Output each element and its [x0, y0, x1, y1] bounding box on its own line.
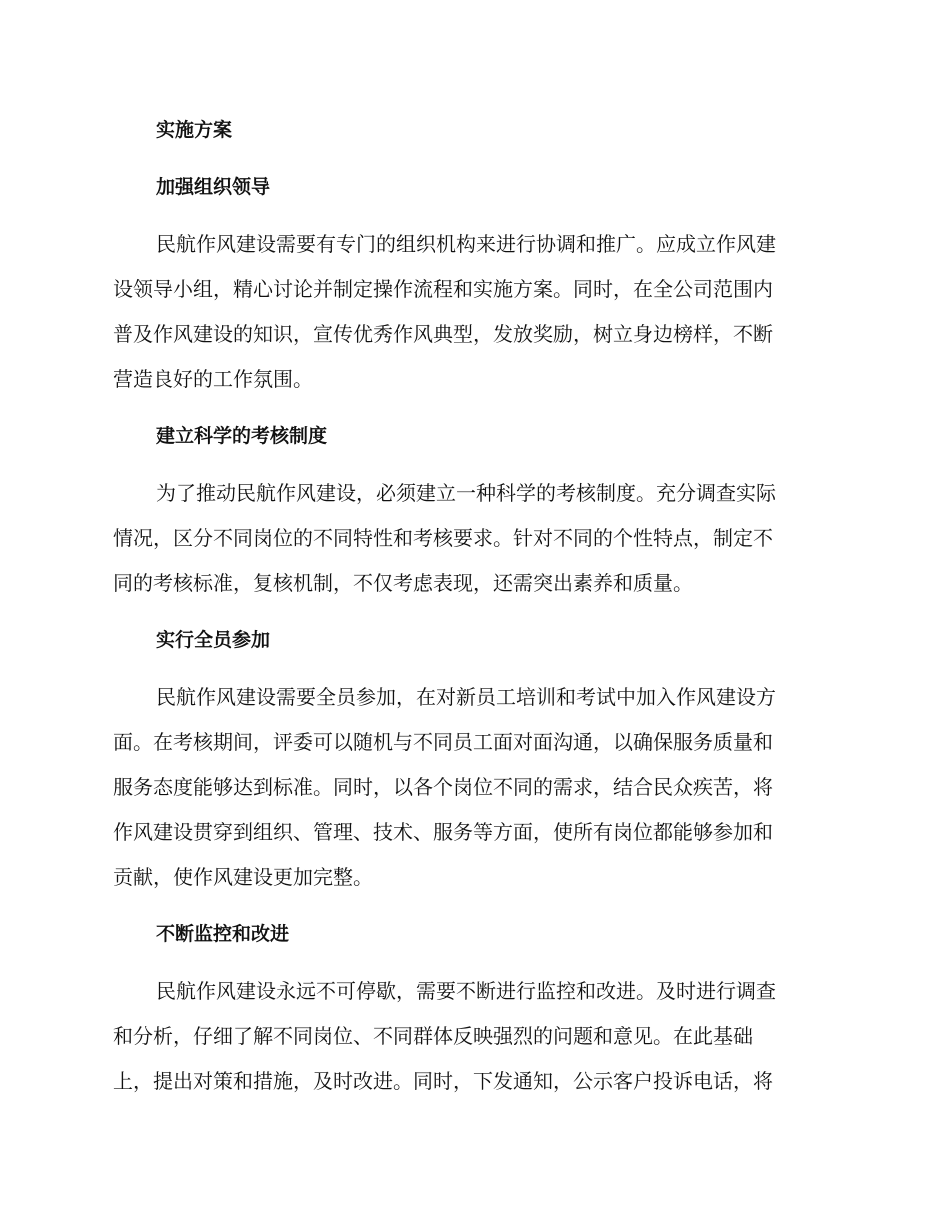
- paragraph-line: 为了推动民航作风建设，必须建立一种科学的考核制度。充分调查实际: [156, 481, 776, 505]
- paragraph-line: 民航作风建设永远不可停歇，需要不断进行监控和改进。及时进行调查: [156, 979, 776, 1003]
- paragraph-line: 面。在考核期间，评委可以随机与不同员工面对面沟通，以确保服务质量和: [113, 730, 773, 754]
- section-heading-assessment-system: 建立科学的考核制度: [156, 425, 328, 447]
- paragraph-line: 普及作风建设的知识，宣传优秀作风典型，发放奖励，树立身边榜样，不断: [113, 322, 773, 346]
- paragraph-line: 服务态度能够达到标准。同时，以各个岗位不同的需求，结合民众疾苦，将: [113, 775, 773, 799]
- paragraph-line: 贡献，使作风建设更加完整。: [113, 865, 373, 889]
- paragraph-line: 设领导小组，精心讨论并制定操作流程和实施方案。同时，在全公司范围内: [113, 277, 773, 301]
- paragraph-assessment-system: [113, 471, 831, 606]
- paragraph-organization-leadership: [113, 222, 831, 402]
- paragraph-line: 上，提出对策和措施，及时改进。同时，下发通知，公示客户投诉电话，将: [113, 1069, 773, 1093]
- paragraph-monitoring-improvement: [113, 969, 831, 1104]
- paragraph-line: 民航作风建设需要有专门的组织机构来进行协调和推广。应成立作风建: [156, 232, 776, 256]
- paragraph-line: 情况，区分不同岗位的不同特性和考核要求。针对不同的个性特点，制定不: [113, 526, 773, 550]
- paragraph-line: 营造良好的工作氛围。: [113, 367, 313, 391]
- section-heading-organization-leadership: 加强组织领导: [156, 176, 271, 198]
- paragraph-full-participation: [113, 675, 831, 900]
- paragraph-line: 和分析，仔细了解不同岗位、不同群体反映强烈的问题和意见。在此基础: [113, 1024, 753, 1048]
- section-heading-monitoring-improvement: 不断监控和改进: [156, 923, 290, 945]
- paragraph-line: 同的考核标准，复核机制，不仅考虑表现，还需突出素养和质量。: [113, 571, 693, 595]
- document-page: [113, 108, 831, 1116]
- paragraph-line: 作风建设贯穿到组织、管理、技术、服务等方面，使所有岗位都能够参加和: [113, 820, 773, 844]
- section-heading-implementation-plan: 实施方案: [156, 119, 233, 141]
- paragraph-line: 民航作风建设需要全员参加，在对新员工培训和考试中加入作风建设方: [156, 685, 776, 709]
- section-heading-full-participation: 实行全员参加: [156, 629, 271, 651]
